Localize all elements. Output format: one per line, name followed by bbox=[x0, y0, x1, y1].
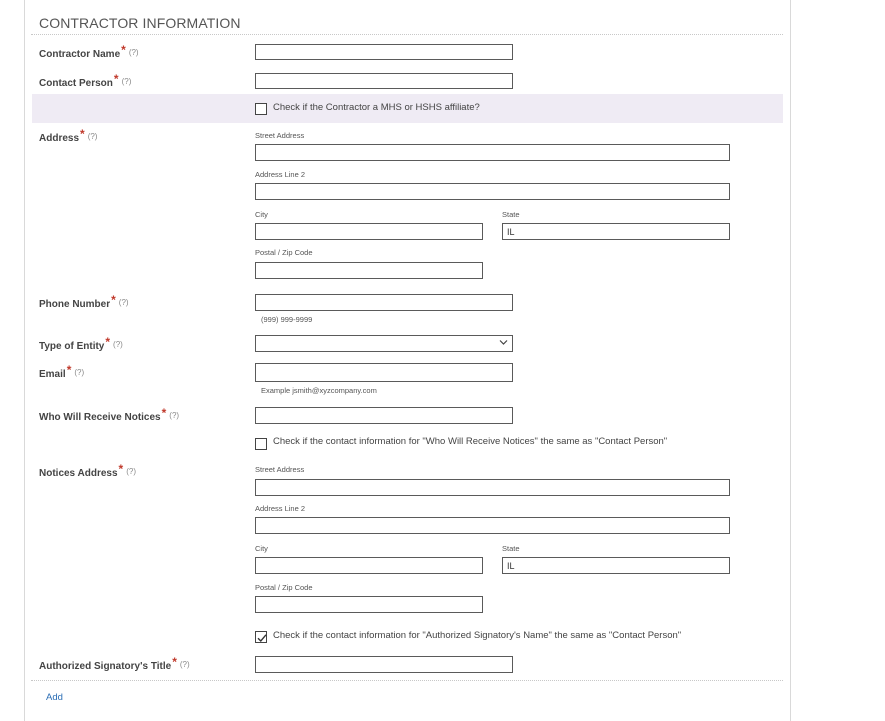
help-icon[interactable]: (?) bbox=[126, 467, 136, 476]
notices-state-sublabel: State bbox=[502, 544, 520, 553]
state-sublabel: State bbox=[502, 210, 520, 219]
email-input[interactable] bbox=[255, 363, 513, 382]
contractor-form-panel bbox=[24, 0, 791, 721]
entity-type-select[interactable] bbox=[255, 335, 513, 352]
address-line2-input[interactable] bbox=[255, 183, 730, 200]
required-asterisk: * bbox=[105, 335, 111, 349]
required-asterisk: * bbox=[113, 72, 119, 86]
notices-same-checkbox-label: Check if the contact information for "Who Will Receive Notices" the same as "Contact Person" bbox=[273, 436, 668, 447]
notices-zip-input[interactable] bbox=[255, 596, 483, 613]
affiliate-checkbox-label: Check if the Contractor a MHS or HSHS affiliate? bbox=[273, 102, 480, 113]
required-asterisk: * bbox=[161, 406, 167, 420]
notices-receiver-label: Who Will Receive Notices* (?) bbox=[39, 406, 180, 423]
contractor-name-input[interactable] bbox=[255, 44, 513, 60]
notices-state-input[interactable] bbox=[502, 557, 730, 574]
affiliate-checkbox[interactable] bbox=[255, 103, 267, 115]
help-icon[interactable]: (?) bbox=[179, 660, 190, 669]
form-bottom-divider bbox=[31, 680, 783, 681]
notices-zip-sublabel: Postal / Zip Code bbox=[255, 583, 313, 592]
help-icon[interactable]: (?) bbox=[74, 368, 85, 377]
add-link[interactable]: Add bbox=[46, 692, 63, 703]
signatory-title-label: Authorized Signatory's Title* (?) bbox=[39, 655, 190, 672]
help-icon[interactable]: (?) bbox=[169, 411, 180, 420]
street-address-sublabel: Street Address bbox=[255, 131, 305, 140]
signatory-same-checkbox-label: Check if the contact information for "Authorized Signatory's Name" the same as "Contact Person" bbox=[273, 630, 682, 641]
help-icon[interactable]: (?) bbox=[128, 48, 139, 57]
street-address-input[interactable] bbox=[255, 144, 730, 161]
zip-input[interactable] bbox=[255, 262, 483, 279]
entity-type-label: Type of Entity* (?) bbox=[39, 335, 123, 352]
notices-line2-sublabel: Address Line 2 bbox=[255, 504, 306, 513]
help-icon[interactable]: (?) bbox=[87, 132, 98, 141]
required-asterisk: * bbox=[172, 655, 177, 669]
chevron-down-icon bbox=[499, 339, 508, 346]
notices-city-input[interactable] bbox=[255, 557, 483, 574]
required-asterisk: * bbox=[118, 462, 124, 476]
section-divider bbox=[31, 34, 783, 35]
email-hint: Example jsmith@xyzcompany.com bbox=[261, 386, 377, 395]
help-icon[interactable]: (?) bbox=[113, 340, 123, 349]
help-icon[interactable]: (?) bbox=[118, 298, 129, 307]
city-input[interactable] bbox=[255, 223, 483, 240]
address-label: Address* (?) bbox=[39, 127, 98, 144]
signatory-title-input[interactable] bbox=[255, 656, 513, 673]
notices-same-checkbox[interactable] bbox=[255, 438, 267, 450]
contact-person-label: Contact Person* (?) bbox=[39, 72, 132, 89]
state-input[interactable] bbox=[502, 223, 730, 240]
zip-sublabel: Postal / Zip Code bbox=[255, 248, 313, 257]
phone-input[interactable] bbox=[255, 294, 513, 311]
notices-line2-input[interactable] bbox=[255, 517, 730, 534]
contractor-name-label: Contractor Name* (?) bbox=[39, 43, 139, 60]
notices-city-sublabel: City bbox=[255, 544, 268, 553]
required-asterisk: * bbox=[66, 363, 72, 377]
required-asterisk: * bbox=[80, 127, 85, 141]
signatory-same-checkbox[interactable] bbox=[255, 631, 267, 643]
required-asterisk: * bbox=[111, 293, 116, 307]
phone-label: Phone Number* (?) bbox=[39, 293, 129, 310]
address-line2-sublabel: Address Line 2 bbox=[255, 170, 306, 179]
section-title: CONTRACTOR INFORMATION bbox=[39, 15, 241, 31]
phone-hint: (999) 999-9999 bbox=[261, 315, 313, 324]
notices-street-sublabel: Street Address bbox=[255, 465, 305, 474]
email-label: Email* (?) bbox=[39, 363, 85, 380]
notices-address-label: Notices Address* (?) bbox=[39, 462, 136, 479]
city-sublabel: City bbox=[255, 210, 268, 219]
help-icon[interactable]: (?) bbox=[121, 77, 132, 86]
required-asterisk: * bbox=[121, 43, 126, 57]
notices-street-input[interactable] bbox=[255, 479, 730, 496]
notices-receiver-input[interactable] bbox=[255, 407, 513, 424]
contact-person-input[interactable] bbox=[255, 73, 513, 89]
checkmark-icon bbox=[256, 632, 268, 644]
